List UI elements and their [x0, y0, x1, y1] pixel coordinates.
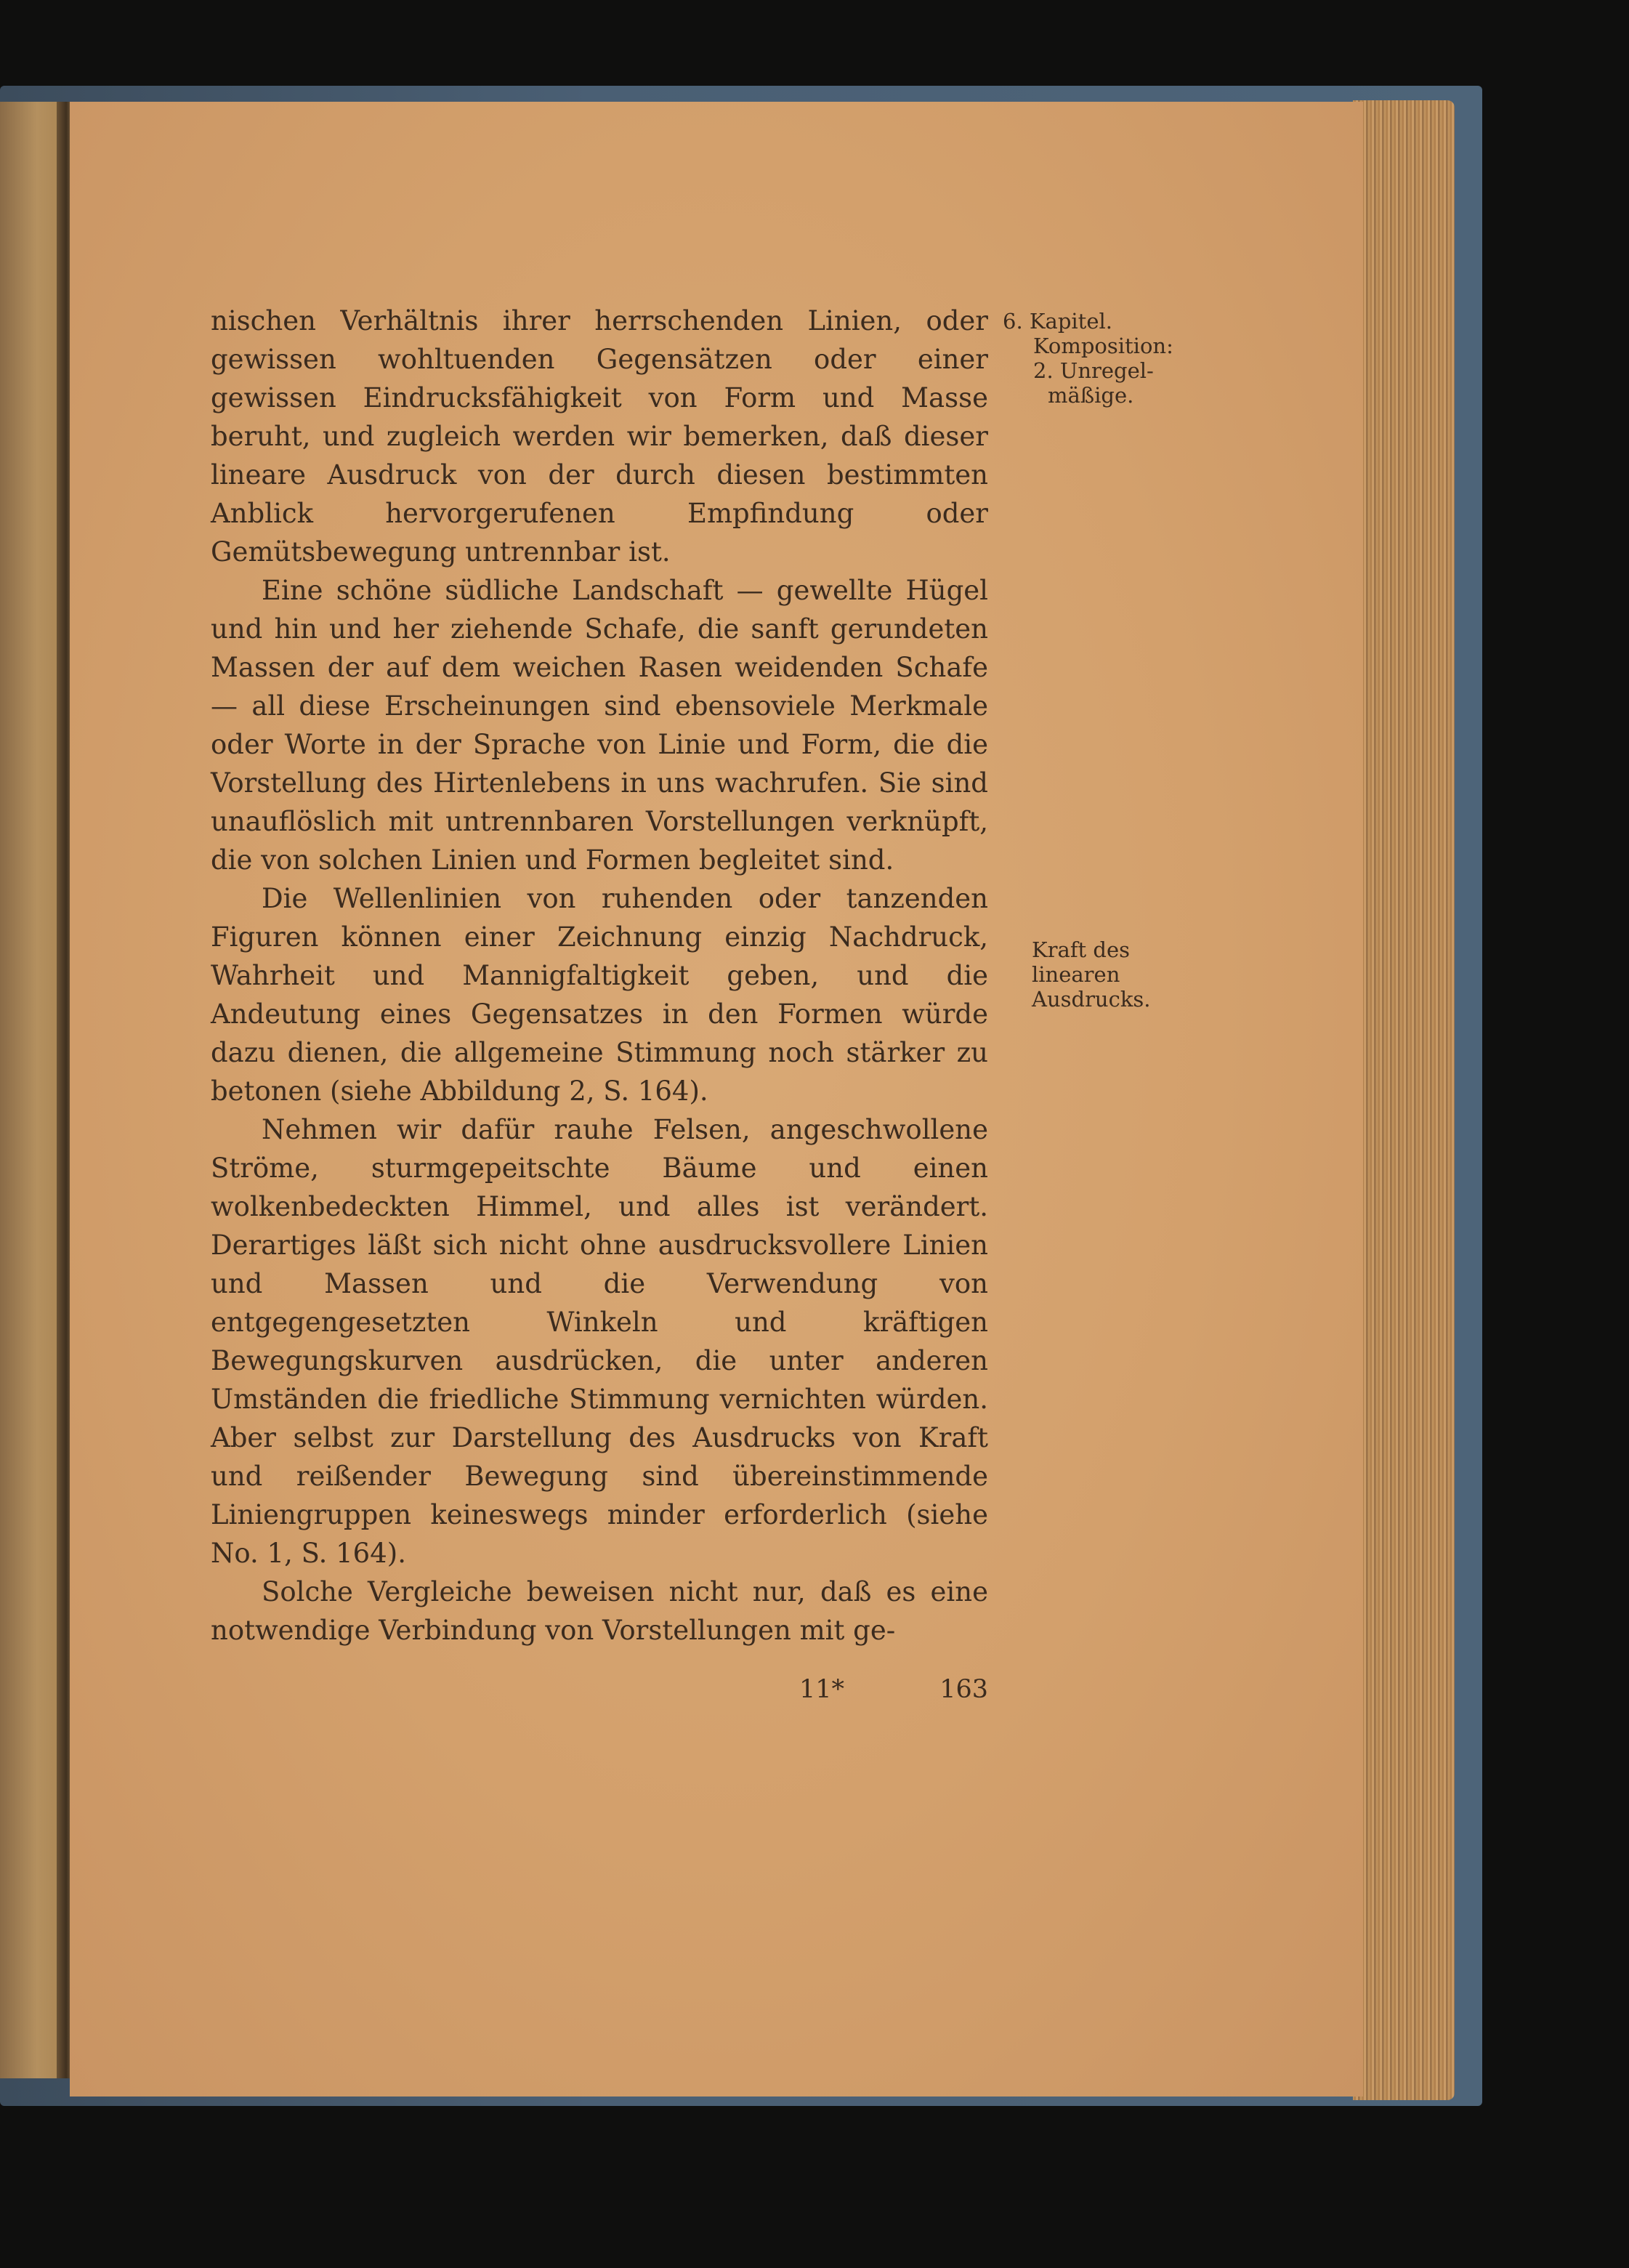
paragraph: Eine schöne südliche Landschaft — gewellte Hügel und hin und her ziehende Schafe, die sanft gerundeten Massen der auf dem weichen Rasen weidenden Schafe — all diese Erscheinungen sind ebensoviele Merkmale oder Worte in der Sprache von Linie und Form, die die Vorstellung des Hirtenlebens in uns wachrufen. Sie sind unauflöslich mit untrennbaren Vorstellungen verknüpft, die von solchen Linien und Formen begleitet sind. [211, 575, 988, 876]
margin-line: mäßige. [1048, 383, 1134, 408]
paragraph: Solche Vergleiche beweisen nicht nur, daß es eine notwendige Verbindung von Vorstellungen mit ge- [211, 1576, 988, 1646]
margin-line: Ausdrucks. [1032, 987, 1151, 1012]
margin-note-force [1032, 937, 1184, 1012]
margin-note-chapter [1003, 309, 1184, 408]
page-edges [1353, 100, 1455, 2100]
signature-mark: 11* [799, 1675, 845, 1704]
margin-line: Komposition: [1033, 334, 1173, 358]
margin-line: linearen [1032, 962, 1120, 987]
page-number: 163 [939, 1675, 988, 1704]
paragraph: Die Wellenlinien von ruhenden oder tanzenden Figuren können einer Zeichnung einzig Nachdruck, Wahrheit und Mannigfaltigkeit geben, und die Andeutung eines Gegensatzes in den Formen würde dazu dienen, die allgemeine Stimmung noch stärker zu betonen (siehe Abbildung 2, S. 164). [211, 883, 988, 1107]
margin-line: 2. Unregel- [1033, 358, 1154, 383]
paragraph: Nehmen wir dafür rauhe Felsen, angeschwollene Ströme, sturmgepeitschte Bäume und einen wolkenbedeckten Himmel, und alles ist verändert. Derartiges läßt sich nicht ohne ausdrucksvollere Linien und Massen und die Verwendung von entgegengesetzten Winkeln und kräftigen Bewegungskurven ausdrücken, die unter anderen Umständen die friedliche Stimmung vernichten würden. Aber selbst zur Darstellung des Ausdrucks von Kraft und reißender Bewegung sind übereinstimmende Liniengruppen keineswegs minder erforderlich (siehe No. 1, S. 164). [211, 1114, 988, 1569]
body-text [211, 302, 988, 1650]
margin-line: 6. Kapitel. [1003, 309, 1112, 334]
paragraph: nischen Verhältnis ihrer herrschenden Linien, oder gewissen wohltuenden Gegensätzen oder einer gewissen Eindrucksfähigkeit von Form und Masse beruht, und zugleich werden wir bemerken, daß dieser lineare Ausdruck von der durch diesen bestimmten Anblick hervorgerufenen Empfindung oder Gemütsbewegung untrennbar ist. [211, 305, 988, 568]
margin-line: Kraft des [1032, 937, 1131, 962]
